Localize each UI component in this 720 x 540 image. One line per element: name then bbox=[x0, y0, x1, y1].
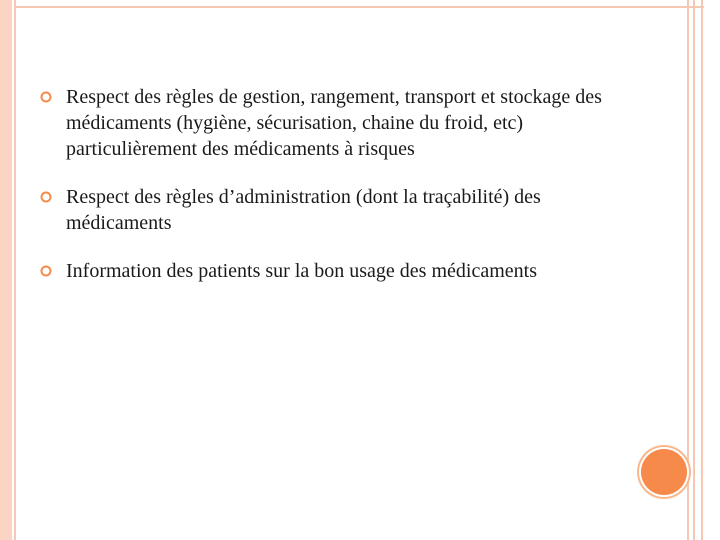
bullet-text: Respect des règles d’administration (dont la traçabilité) des médicaments bbox=[66, 186, 541, 234]
circle-bullet-icon bbox=[40, 91, 52, 103]
circle-bullet-icon bbox=[40, 265, 52, 277]
bullet-list bbox=[40, 84, 640, 284]
left-frame-bar bbox=[0, 0, 12, 540]
bullet-text: Respect des règles de gestion, rangement, transport et stockage des médicaments (hygiène, sécurisation, chaine du froid, etc) particulièrement des médicaments à risques bbox=[66, 86, 602, 160]
frame-line-right-inner bbox=[687, 0, 689, 540]
frame-line-right-middle bbox=[693, 0, 695, 540]
bullet-item bbox=[40, 258, 640, 284]
decorative-orange-circle bbox=[641, 449, 687, 495]
bullet-item bbox=[40, 84, 640, 162]
bullet-item bbox=[40, 184, 640, 236]
frame-line-left bbox=[14, 0, 16, 540]
circle-bullet-icon bbox=[40, 191, 52, 203]
frame-line-top bbox=[14, 6, 704, 8]
bullet-text: Information des patients sur la bon usage des médicaments bbox=[66, 260, 537, 282]
frame-line-right-outer bbox=[701, 0, 703, 540]
